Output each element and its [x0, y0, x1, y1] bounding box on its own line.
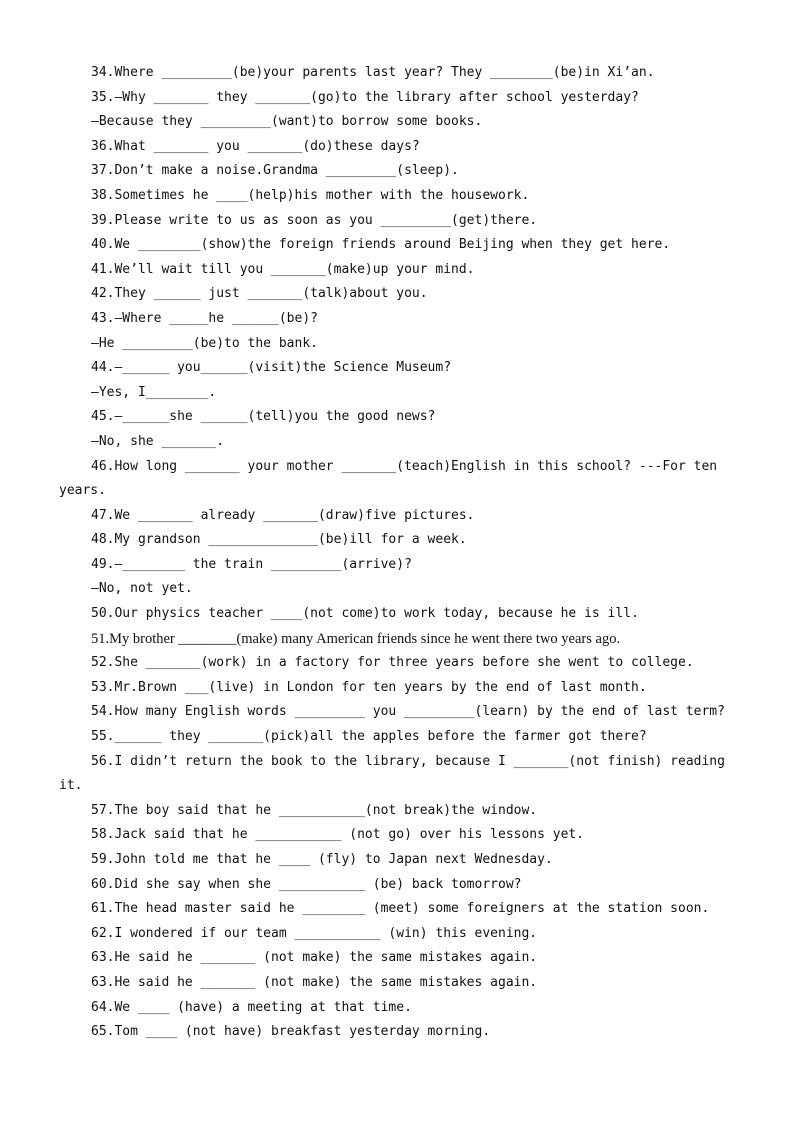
exercise-line: 46.How long _______ your mother _______(teach)English in this school? ---For ten: [91, 458, 718, 474]
exercise-line: 47.We _______ already _______(draw)five pictures.: [91, 507, 475, 523]
exercise-line: 51.My brother ________(make) many American friends since he went there two years ago.: [91, 630, 621, 647]
exercise-line: 55.______ they _______(pick)all the apples before the farmer got there?: [91, 729, 647, 745]
exercise-line: 63.He said he _______ (not make) the same mistakes again.: [91, 974, 538, 990]
exercise-line: 63.He said he _______ (not make) the same mistakes again.: [91, 950, 538, 966]
exercise-line: 64.We ____ (have) a meeting at that time.: [91, 999, 412, 1015]
exercise-line: 56.I didn’t return the book to the library, because I _______(not finish) reading: [91, 753, 725, 769]
exercise-line: 48.My grandson ______________(be)ill for a week.: [91, 532, 467, 548]
exercise-line: 53.Mr.Brown ___(live) in London for ten years by the end of last month.: [91, 679, 647, 695]
exercise-line: 41.We’ll wait till you _______(make)up your mind.: [91, 261, 475, 277]
exercise-line: 54.How many English words _________ you _________(learn) by the end of last term?: [91, 704, 725, 720]
exercise-line: 61.The head master said he ________ (meet) some foreigners at the station soon.: [91, 901, 710, 917]
exercise-line: 49.—________ the train _________(arrive)?: [91, 556, 412, 572]
exercise-line: —Because they _________(want)to borrow some books.: [91, 114, 483, 130]
exercise-line: it.: [59, 778, 83, 794]
exercise-line: 57.The boy said that he ___________(not break)the window.: [91, 802, 538, 818]
exercise-line: 60.Did she say when she ___________ (be) back tomorrow?: [91, 876, 522, 892]
exercise-line: 39.Please write to us as soon as you _________(get)there.: [91, 212, 538, 228]
exercise-line: —He _________(be)to the bank.: [91, 335, 318, 351]
exercise-line: 35.—Why _______ they _______(go)to the library after school yesterday?: [91, 89, 639, 105]
exercise-line: —No, she _______.: [91, 433, 225, 449]
exercise-line: 34.Where _________(be)your parents last year? They ________(be)in Xi’an.: [91, 65, 655, 80]
exercise-line: 40.We ________(show)the foreign friends around Beijing when they get here.: [91, 237, 671, 253]
exercise-line: 59.John told me that he ____ (fly) to Japan next Wednesday.: [91, 852, 553, 867]
worksheet-page: [59, 61, 741, 1045]
exercise-line: 37.Don’t make a noise.Grandma _________(sleep).: [91, 163, 459, 179]
exercise-line: 50.Our physics teacher ____(not come)to work today, because he is ill.: [91, 606, 639, 622]
exercise-line: 65.Tom ____ (not have) breakfast yesterday morning.: [91, 1024, 491, 1040]
exercise-line: —Yes, I________.: [91, 384, 217, 400]
exercise-line: 52.She _______(work) in a factory for three years before she went to college.: [91, 655, 694, 671]
exercise-line: 42.They ______ just _______(talk)about you.: [91, 286, 428, 302]
exercise-line: years.: [59, 483, 106, 499]
exercise-line: 43.—Where _____he ______(be)?: [91, 310, 318, 326]
exercise-line: 36.What _______ you _______(do)these days?: [91, 138, 420, 154]
exercise-line: 44.—______ you______(visit)the Science Museum?: [91, 360, 452, 376]
exercise-line: 38.Sometimes he ____(help)his mother with the housework.: [91, 187, 530, 203]
exercise-line: 45.—______she ______(tell)you the good news?: [91, 409, 436, 425]
exercise-line: 62.I wondered if our team ___________ (win) this evening.: [91, 925, 538, 941]
exercise-line: —No, not yet.: [91, 581, 193, 597]
exercise-line: 58.Jack said that he ___________ (not go) over his lessons yet.: [91, 827, 585, 843]
